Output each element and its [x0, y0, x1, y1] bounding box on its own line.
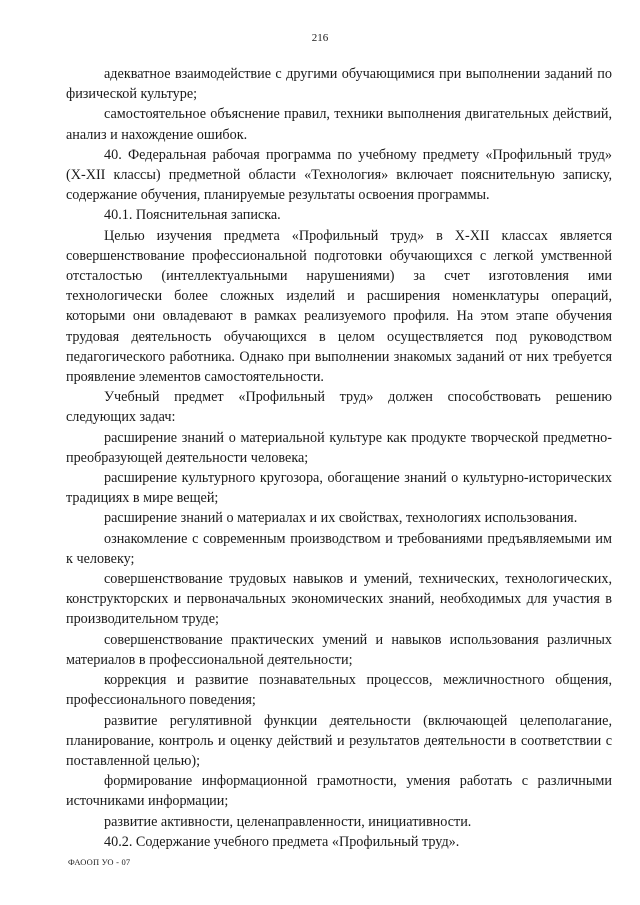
paragraph: совершенствование практических умений и навыков использования различных материалов в профессиональной деятельности;: [66, 631, 612, 668]
paragraph: расширение знаний о материалах и их свойствах, технологиях использования.: [104, 510, 578, 527]
paragraph: Целью изучения предмета «Профильный труд» в X-XII классах является совершенствование профессиональной подготовки обучающихся с легкой умственной отсталостью (интеллектуальными нарушениями) за счет изготовления ими технологически более сложных изделий и расширения номенклатуры операций, которыми они овладевают в рамках реализуемого профиля. На этом этапе обучения трудовая деятельность обучающихся в целом осуществляется под руководством педагогического работника. Однако при выполнении знакомых заданий от них требуется проявление элементов самостоятельности.: [66, 227, 612, 386]
paragraph: расширение знаний о материальной культуре как продукте творческой предметно-преобразующей деятельности человека;: [66, 429, 612, 466]
paragraph: совершенствование трудовых навыков и умений, технических, технологических, конструкторских и первоначальных экономических знаний, необходимых для участия в производительном труде;: [66, 571, 612, 628]
document-body: [66, 64, 612, 852]
paragraph: ознакомление с современным производством и требованиями предъявляемыми им к человеку;: [66, 530, 612, 567]
paragraph: адекватное взаимодействие с другими обучающимися при выполнении заданий по физической культуре;: [66, 66, 612, 103]
paragraph: формирование информационной грамотности, умения работать с различными источниками информации;: [66, 773, 612, 810]
paragraph: 40.1. Пояснительная записка.: [104, 207, 281, 224]
paragraph: самостоятельное объяснение правил, техники выполнения двигательных действий, анализ и нахождение ошибок.: [66, 106, 612, 143]
page-number: 216: [311, 32, 329, 44]
paragraph: коррекция и развитие познавательных процессов, межличностного общения, профессионального поведения;: [66, 672, 612, 709]
paragraph: 40.2. Содержание учебного предмета «Профильный труд».: [104, 833, 460, 850]
document-code-footer: ФАООП УО - 07: [68, 857, 131, 867]
paragraph: Учебный предмет «Профильный труд» должен способствовать решению следующих задач:: [66, 389, 612, 426]
paragraph: расширение культурного кругозора, обогащение знаний о культурно-исторических традициях в мире вещей;: [66, 470, 612, 507]
paragraph: развитие активности, целенаправленности, инициативности.: [104, 813, 472, 830]
paragraph: развитие регулятивной функции деятельности (включающей целеполагание, планирование, контроль и оценку действий и результатов деятельности в соответствии с поставленной целью);: [66, 712, 612, 769]
paragraph: 40. Федеральная рабочая программа по учебному предмету «Профильный труд» (X-XII классы) предметной области «Технология» включает пояснительную записку, содержание обучения, планируемые результаты освоения программы.: [66, 146, 612, 204]
